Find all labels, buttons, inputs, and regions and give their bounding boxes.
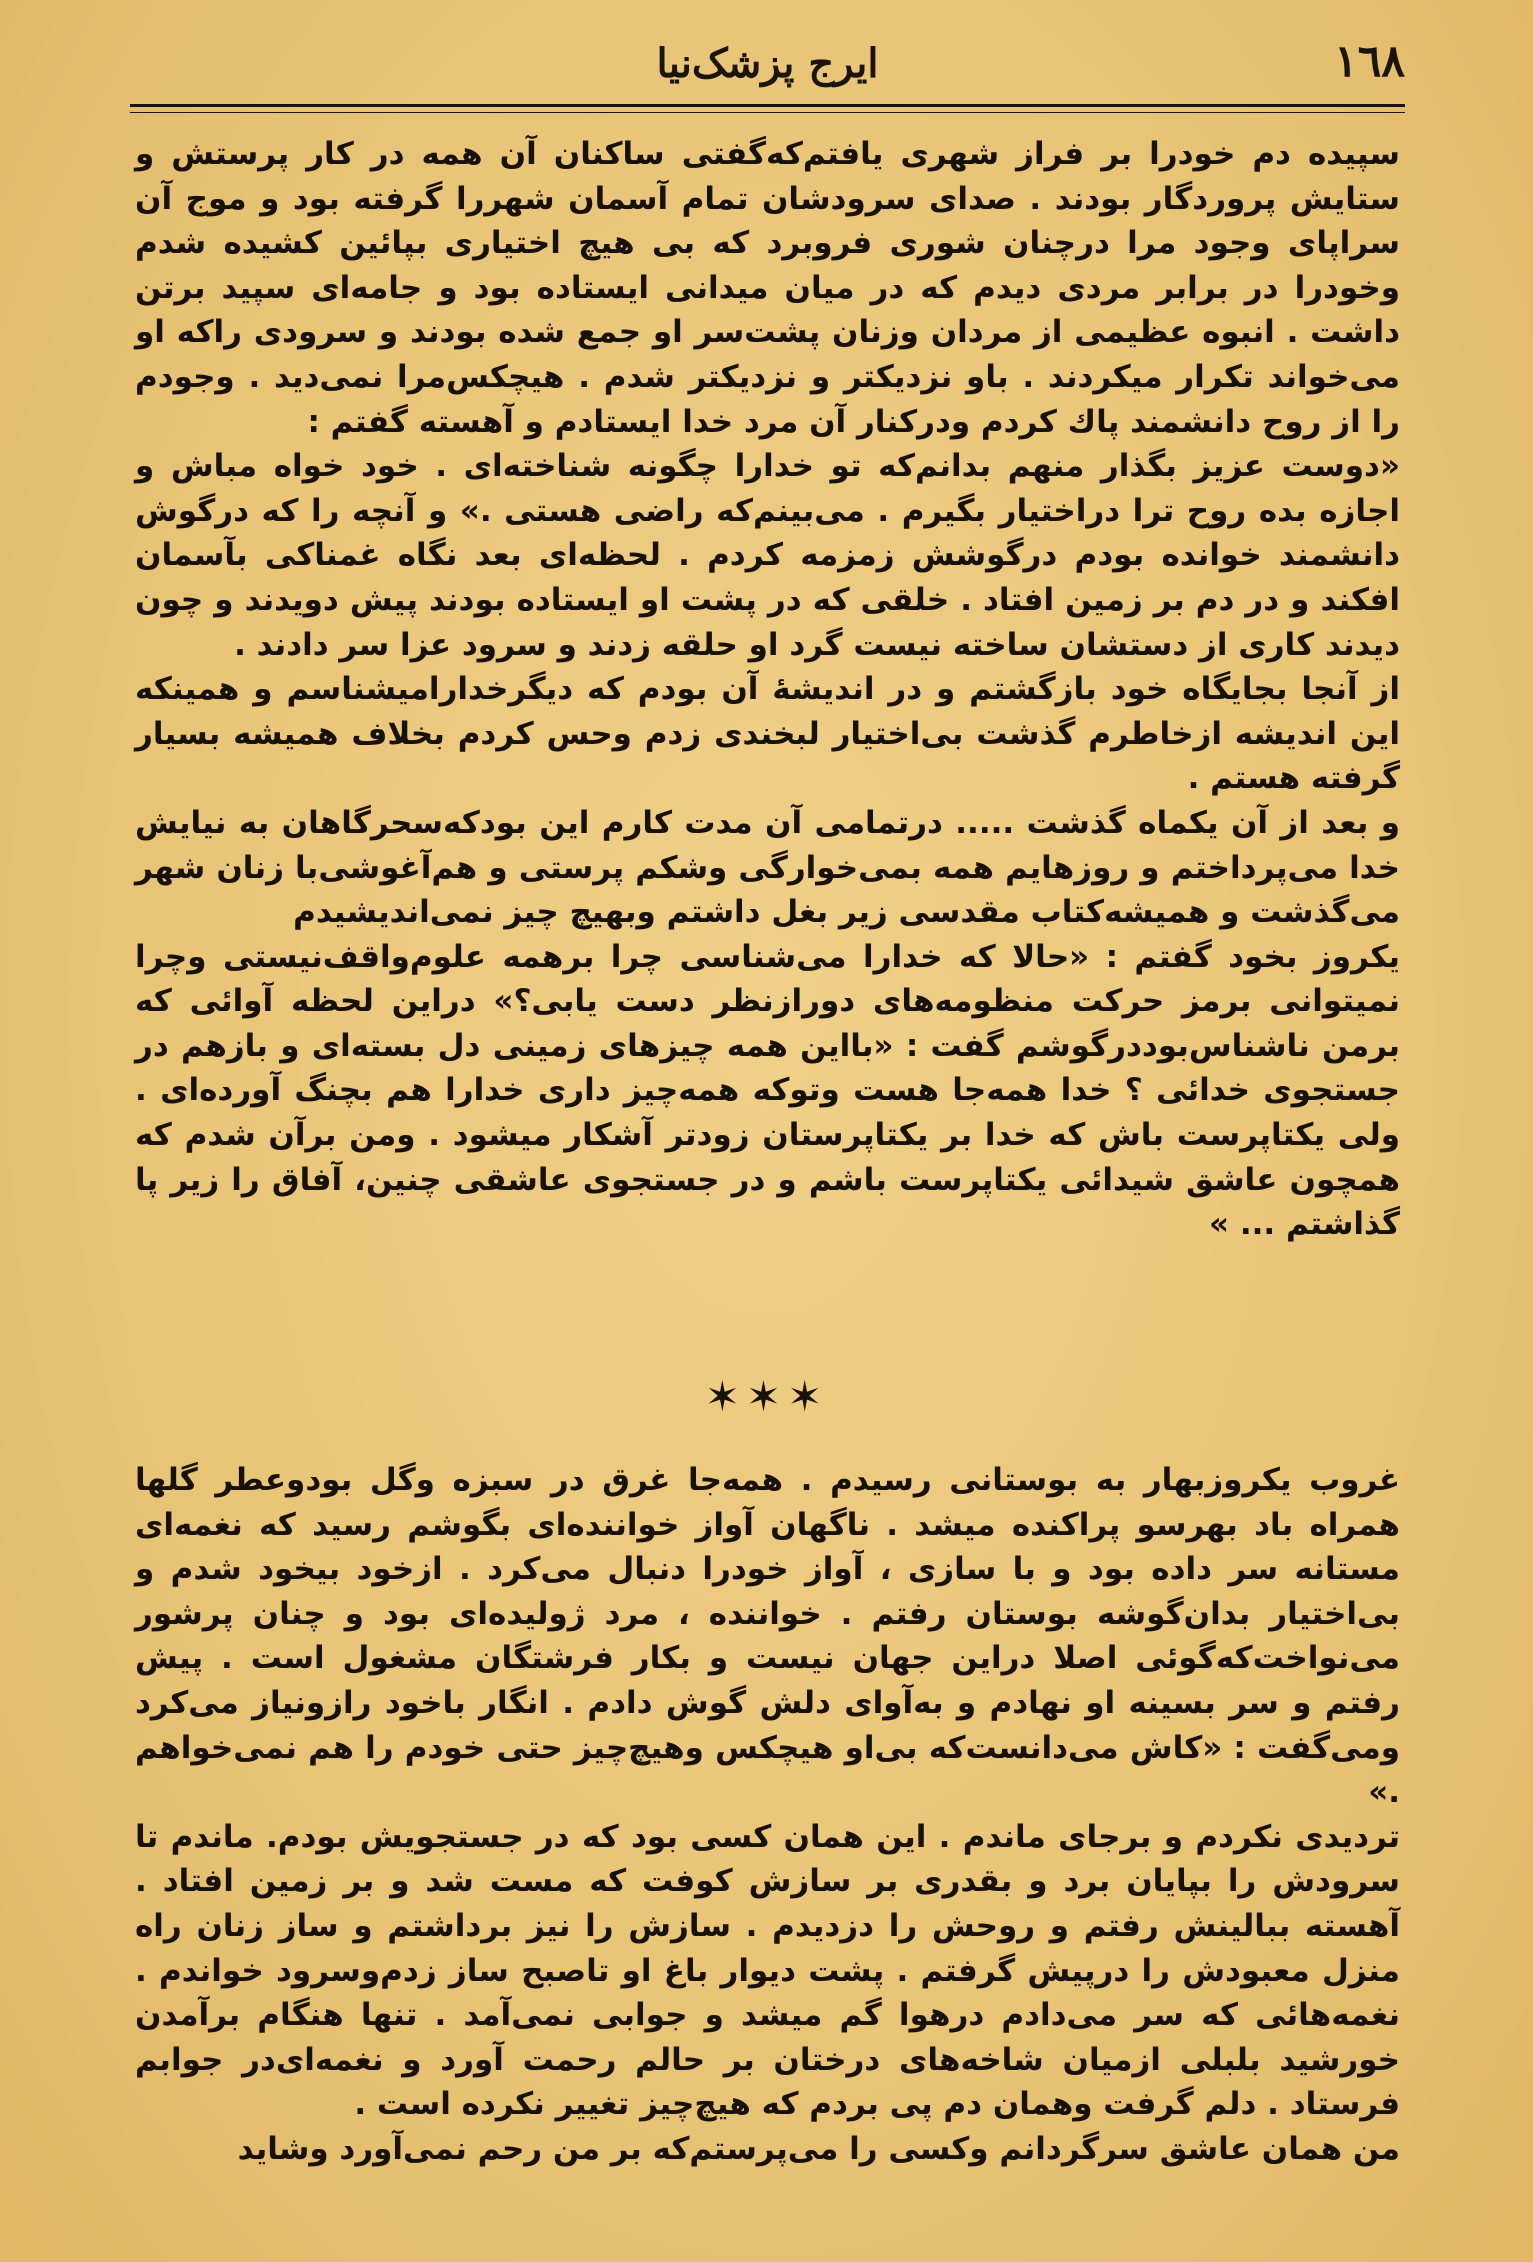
header-rule — [130, 104, 1405, 107]
section-one — [135, 132, 1400, 1247]
paragraph: سپیده دم خودرا بر فراز شهری یافتم‌که‌گفتی ساکنان آن همه در کار پرستش و ستایش پروردگار بودند . صدای سرودشان تمام آسمان شهررا گرفته بود و موج آن سراپای وجود مرا درچنان شوری فروبرد که بی هیچ اختیاری بپائین کشیده شدم وخودرا در برابر مردی دیدم که در میان میدانی ایستاده بود و جامه‌ای سپید برتن داشت . انبوه عظیمی از مردان وزنان پشت‌سر او جمع شده بودند و سرودی راکه او می‌خواند تکرار میکردند . باو نزدیکتر و نزدیکتر شدم . هیچکس‌مرا نمی‌دید . وجودم را از روح دانشمند پاك كردم ودركنار آن مرد خدا ایستادم و آهسته گفتم : — [135, 136, 1400, 440]
section-two — [135, 1458, 1400, 2172]
paragraph: تردیدی نکردم و برجای ماندم . این همان کسی بود که در جستجویش بودم. ماندم تا سرودش را بپایان برد و بقدری بر سازش کوفت که مست شد و بر زمین افتاد . آهسته ببالینش رفتم و روحش را دزدیدم . سازش را نیز برداشتم و ساز زنان راه منزل معبودش را درپیش گرفتم . پشت دیوار باغ او تاصبح ساز زدم‌وسرود خواندم . نغمه‌هائی که سر می‌دادم درهوا گم میشد و جوابی نمی‌آمد . تنها هنگام برآمدن خورشید بلبلی ازمیان شاخه‌های درختان بر حالم رحمت آورد و نغمه‌ای‌در جوابم فرستاد . دلم گرفت وهمان دم پی بردم که هیچ‌چیز تغییر نکرده است . — [135, 1818, 1400, 2123]
paragraph: غروب یکروزبهار به بوستانی رسیدم . همه‌جا غرق در سبزه وگل بودوعطر گلها همراه باد بهرسو پراکنده میشد . ناگهان آواز خواننده‌ای بگوشم رسید که نغمه‌ای مستانه سر داده بود و با سازی ، آواز خودرا دنبال می‌کرد . ازخود بیخود شدم و بی‌اختیار بدان‌گوشه بوستان رفتم . خواننده ، مرد ژولیده‌ای بود و چنان پرشور می‌نواخت‌که‌گوئی اصلا دراین جهان نیست و بکار فرشتگان مشغول است . پیش رفتم و سر بسینه او نهادم و به‌آوای دلش گوش دادم . انگار باخود رازونیاز می‌کرد ومی‌گفت : «کاش می‌دانست‌که بی‌او هیچکس وهیچ‌چیز حتی خودم را هم نمی‌خواهم .» — [135, 1462, 1400, 1811]
header-rule-thin — [130, 112, 1405, 113]
paragraph: و بعد از آن یکماه گذشت ..... درتمامی آن مدت کارم این بودکه‌سحرگاهان به نیایش خدا می‌پرداختم و روزهایم همه بمی‌خوارگی وشکم پرستی و هم‌آغوشی‌با زنان شهر می‌گذشت و همیشه‌کتاب مقدسی زیر بغل داشتم وبهیچ چیز نمی‌اندیشیدم — [135, 804, 1400, 931]
page-header — [130, 30, 1405, 100]
paragraph: از آنجا بجایگاه خود بازگشتم و در اندیشهٔ آن بودم که دیگرخدارامیشناسم و همینکه این اندیشه ازخاطرم گذشت بی‌اختیار لبخندی زدم وحس کردم بخلاف همیشه بسیار گرفته هستم . — [135, 671, 1400, 797]
section-divider-stars: ✶✶✶ — [704, 1372, 829, 1421]
paragraph: من همان عاشق سرگردانم وکسی را می‌پرستم‌که بر من رحم نمی‌آورد وشاید — [237, 2130, 1400, 2167]
paragraph: «دوست عزیز بگذار منهم بدانم‌که تو خدارا چگونه شناخته‌ای . خود خواه مباش و اجازه بده روح ترا دراختیار بگیرم . می‌بینم‌که راضی هستی .» و آنچه را که درگوش دانشمند خوانده بودم درگوشش زمزمه کردم . لحظه‌ای بعد نگاه غمناکی بآسمان افکند و در دم بر زمین افتاد . خلقی که در پشت او ایستاده بودند پیش دویدند و چون دیدند کاری از دستشان ساخته نیست گرد او حلقه زدند و سرود عزا سر دادند . — [135, 448, 1400, 663]
page-number: ١٦٨ — [1334, 36, 1405, 87]
paragraph: یکروز بخود گفتم : «حالا که خدارا می‌شناسی چرا برهمه علوم‌واقف‌نیستی وچرا نمیتوانی برمز حرکت منظومه‌های دورازنظر دست یابی؟» دراین لحظه آوائی که برمن ناشناس‌بوددرگوشم گفت : «بااین همه چیزهای زمینی دل بسته‌ای و بازهم در جستجوی خدائی ؟ خدا همه‌جا هست وتوکه همه‌چیز داری خدارا هم بچنگ آورده‌ای . ولی یکتاپرست باش که خدا بر یکتاپرستان زودتر آشکار میشود . ومن برآن شدم که همچون عاشق شیدائی یکتاپرست باشم و در جستجوی عاشقی چنین، آفاق را زیر پا گذاشتم ... » — [135, 938, 1400, 1243]
running-title: ایرج پزشک‌نیا — [656, 40, 879, 87]
